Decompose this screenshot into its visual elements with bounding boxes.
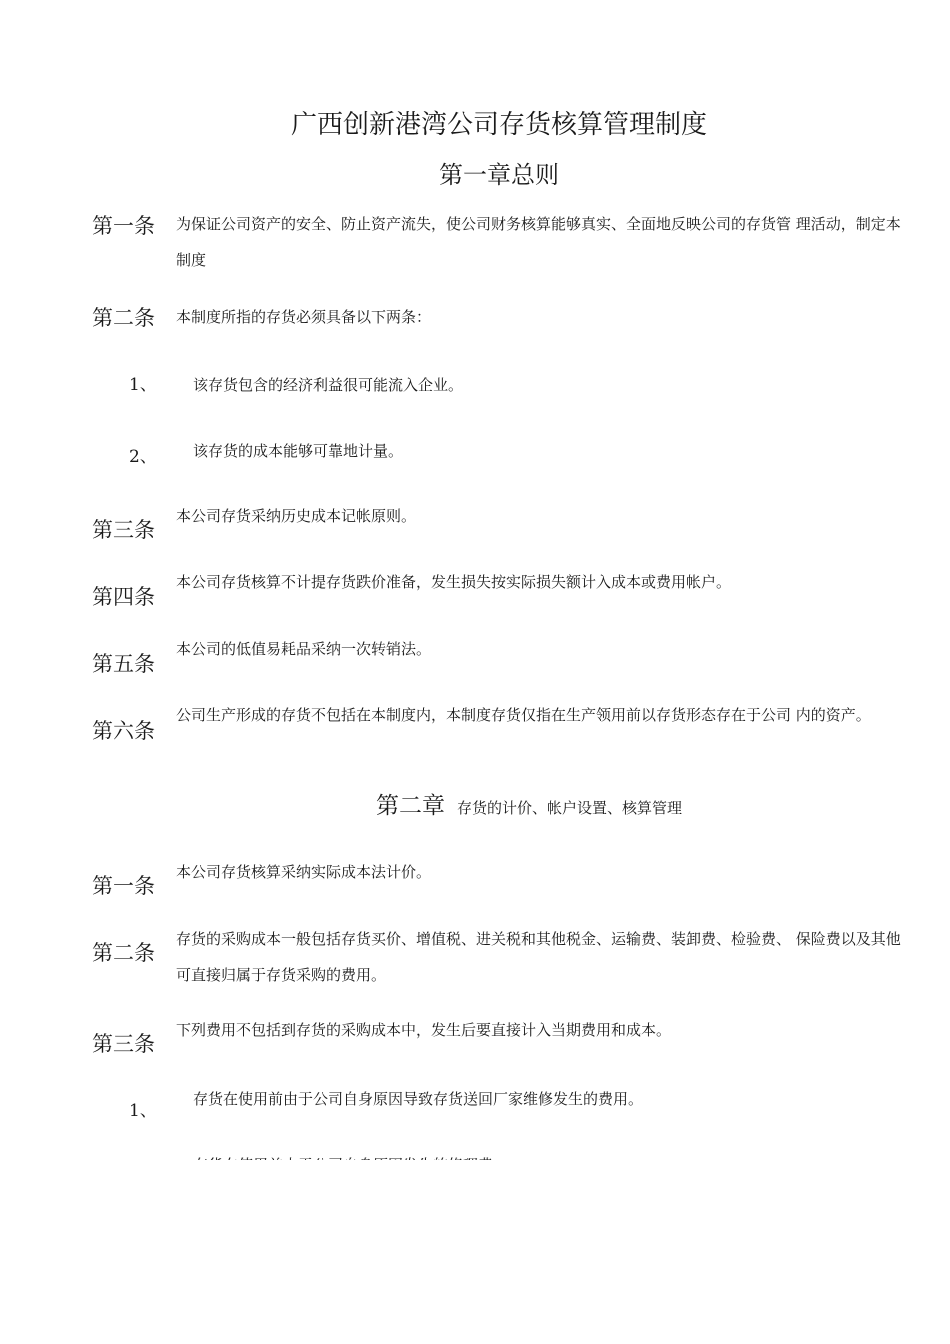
page-cutoff — [0, 1160, 950, 1344]
list-item: 该存货的成本能够可靠地计量。 — [193, 442, 404, 460]
document-title: 广西创新港湾公司存货核算管理制度 — [290, 110, 707, 140]
article-label: 第三条 — [92, 518, 155, 542]
article-label: 第三条 — [92, 1032, 155, 1056]
chapter-2-number: 第二章 — [376, 793, 445, 819]
chapter-2-heading — [376, 787, 682, 820]
article-label: 第一条 — [92, 214, 155, 238]
list-number: 2、 — [129, 447, 157, 467]
list-number: 1、 — [129, 1101, 157, 1121]
article-text: 本公司存货采纳历史成本记帐原则。 — [176, 507, 417, 525]
chapter-2-subtitle: 存货的计价、帐户设置、核算管理 — [457, 799, 683, 817]
article-label: 第二条 — [92, 306, 155, 330]
article-text: 下列费用不包括到存货的采购成本中，发生后要直接计入当期费用和成本。 — [176, 1021, 672, 1039]
article-label: 第四条 — [92, 585, 155, 609]
article-label: 第二条 — [92, 941, 155, 965]
article-text: 本公司的低值易耗品采纳一次转销法。 — [176, 640, 432, 658]
list-item: 存货在使用前由于公司自身原因导致存货送回厂家维修发生的费用。 — [193, 1090, 644, 1108]
article-label: 第六条 — [92, 719, 155, 743]
article-text: 存货的采购成本一般包括存货买价、增值税、进关税和其他税金、运输费、装卸费、检验费、 保险费以及其他可直接归属于存货采购的费用。 — [176, 930, 901, 984]
list-number: 1、 — [129, 375, 157, 395]
article-label: 第一条 — [92, 874, 155, 898]
article-text: 本公司存货核算采纳实际成本法计价。 — [176, 863, 432, 881]
article-text: 本公司存货核算不计提存货跌价准备，发生损失按实际损失额计入成本或费用帐户。 — [176, 573, 732, 591]
article-text: 公司生产形成的存货不包括在本制度内，本制度存货仅指在生产领用前以存货形态存在于公司 内的资产。 — [176, 706, 871, 724]
article-text: 本制度所指的存货必须具备以下两条： — [176, 308, 432, 326]
list-item: 该存货包含的经济利益很可能流入企业。 — [193, 376, 464, 394]
article-label: 第五条 — [92, 652, 155, 676]
chapter-1-heading: 第一章总则 — [439, 161, 559, 189]
article-text: 为保证公司资产的安全、防止资产流失，使公司财务核算能够真实、全面地反映公司的存货管 理活动，制定本制度 — [176, 215, 901, 269]
